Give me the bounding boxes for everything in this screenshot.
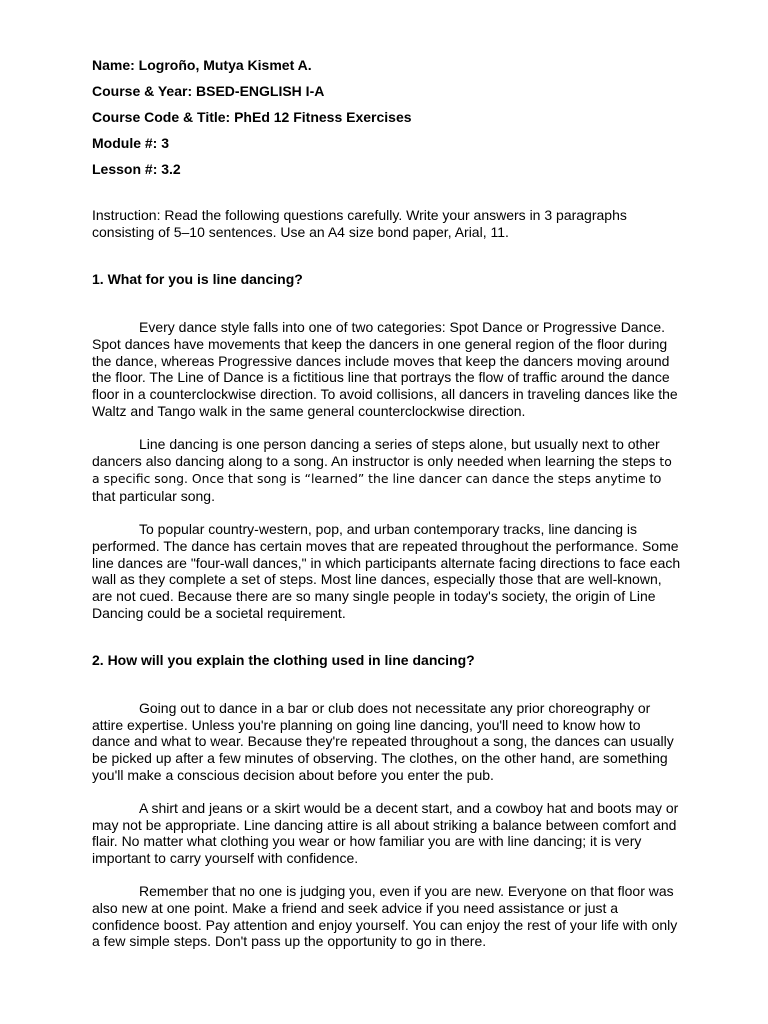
question-1-title: 1. What for you is line dancing?: [92, 271, 303, 287]
answer-1-paragraph-2-part-2: to a specific song. Once that song is “learned” the line dancer can dance the steps anytime: [92, 453, 672, 487]
student-name: Name: Logroño, Mutya Kismet A.: [92, 57, 312, 73]
course-code-title: Course Code & Title: PhEd 12 Fitness Exercises: [92, 109, 412, 125]
answer-1-paragraph-2: [92, 436, 682, 505]
instruction-text: Instruction: Read the following questions carefully. Write your answers in 3 paragraphs consisting of 5–10 sentences. Use an A4 size bond paper, Arial, 11.: [92, 207, 627, 240]
answer-1-paragraph-3: To popular country-western, pop, and urban contemporary tracks, line dancing is performed. The dance has certain moves that are repeated throughout the performance. Some line dances are "four-wall dances," in which participants alternate facing directions to face each wall as they complete a set of steps. Most line dances, especially those that are well-known, are not cued. Because there are so many single people in today's society, the origin of Line Dancing could be a societal requirement.: [92, 520, 681, 621]
question-2-answer: [92, 700, 682, 950]
lesson-number: Lesson #: 3.2: [92, 161, 181, 177]
answer-2-paragraph-3: Remember that no one is judging you, even if you are new. Everyone on that floor was also new at one point. Make a friend and seek advice if you need assistance or just a confidence boost. Pay attention and enjoy yourself. You can enjoy the rest of your life with only a few simple steps. Don't pass up the opportunity to go in there.: [92, 882, 678, 950]
header-block: [92, 57, 682, 177]
course-year: Course & Year: BSED-ENGLISH I-A: [92, 83, 325, 99]
question-1-answer: [92, 319, 682, 622]
answer-1-paragraph-2-part-1: Line dancing is one person dancing a series of steps alone, but usually next to other dancers also dancing along to a song. An instructor is only needed when learning the steps: [92, 435, 660, 469]
module-number: Module #: 3: [92, 135, 170, 151]
question-2-title: 2. How will you explain the clothing used in line dancing?: [92, 651, 475, 668]
answer-1-paragraph-2-part-3: to that particular song.: [92, 470, 662, 505]
document-content: [92, 57, 682, 950]
answer-1-paragraph-1: Every dance style falls into one of two categories: Spot Dance or Progressive Dance. Spot dances have movements that keep the dancers in one general region of the floor during the dance, whereas Progressive dances include moves that keep the dancers moving around the floor. The Line of Dance is a fictitious line that portrays the flow of traffic around the dance floor in a counterclockwise direction. To avoid collisions, all dancers in traveling dances like the Waltz and Tango walk in the same general counterclockwise direction.: [92, 319, 678, 419]
answer-2-paragraph-2: A shirt and jeans or a skirt would be a decent start, and a cowboy hat and boots may or may not be appropriate. Line dancing attire is all about striking a balance between comfort and flair. No matter what clothing you wear or how familiar you are with line dancing; it is very important to carry yourself with confidence.: [92, 799, 679, 867]
answer-2-paragraph-1: Going out to dance in a bar or club does not necessitate any prior choreography or attire expertise. Unless you're planning on going line dancing, you'll need to know how to dance and what to wear. Because they're repeated throughout a song, the dances can usually be picked up after a few minutes of observing. The clothes, on the other hand, are something you'll make a conscious decision about before you enter the pub.: [92, 699, 674, 783]
